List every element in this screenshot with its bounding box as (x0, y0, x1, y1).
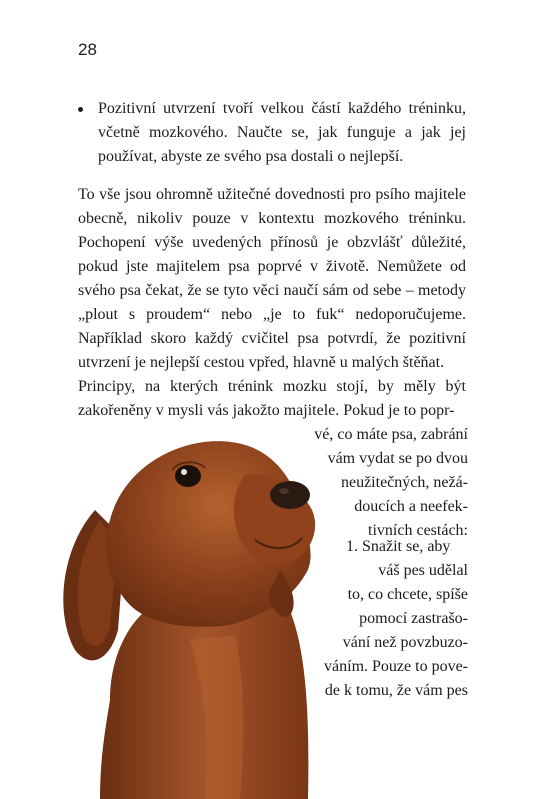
dog-illustration (40, 400, 340, 799)
paragraph-2-line: vám vydat se po dvou (327, 450, 468, 467)
paragraph-2-line: doucích a neefek- (354, 498, 468, 515)
paragraph-2-line: neužitečných, nežá- (340, 474, 468, 491)
paragraph-1: To vše jsou ohromně užitečné dovednosti pro psího majitele obecně, nikoliv pouze v kontextu mozkového tréninku. Pochopení výše uvedených přínosů je obzvlášť důležité, pokud jste majitelem psa poprvé v životě. Nemůžete od svého psa čekat, že se tyto věci naučí sám od sebe – metody „plout s proudem“ nebo „je to fuk“ nedoporučujeme. Například skoro každý cvičitel psa potvrdí, že pozitivní utvrzení je nejlepší cestou vpřed, hlavně u malých štěňat. (78, 186, 466, 371)
bullet-item (78, 97, 466, 169)
bullet-dot (78, 107, 83, 112)
list-item-line: to, co chcete, spíše (347, 586, 468, 603)
list-item-line: de k tomu, že vám pes (324, 682, 468, 699)
list-item-line: váš pes udělal (378, 562, 468, 579)
bullet-text: Pozitivní utvrzení tvoří velkou částí každého tréninku, včetně mozkového. Naučte se, jak funguje a jak jej používat, abyste ze svého psa dostali o nejlepší. (98, 100, 466, 165)
paragraph-2-line: tivních cestách: (368, 522, 468, 539)
paragraph-2-lead: Principy, na kterých trénink mozku stojí, by měly být zakořeněny v mysli vás jakožto majitele. Pokud je to popr- (78, 378, 466, 419)
list-item-line: vání než povzbuzo- (342, 634, 468, 651)
list-item-line: pomocí zastrašo- (359, 610, 468, 627)
list-item-line: 1. Snažit se, aby (346, 538, 451, 555)
paragraph-2-line: vé, co máte psa, zabrání (314, 426, 468, 443)
list-item-line: váním. Pouze to pove- (324, 658, 468, 675)
page-number: 28 (78, 40, 97, 59)
